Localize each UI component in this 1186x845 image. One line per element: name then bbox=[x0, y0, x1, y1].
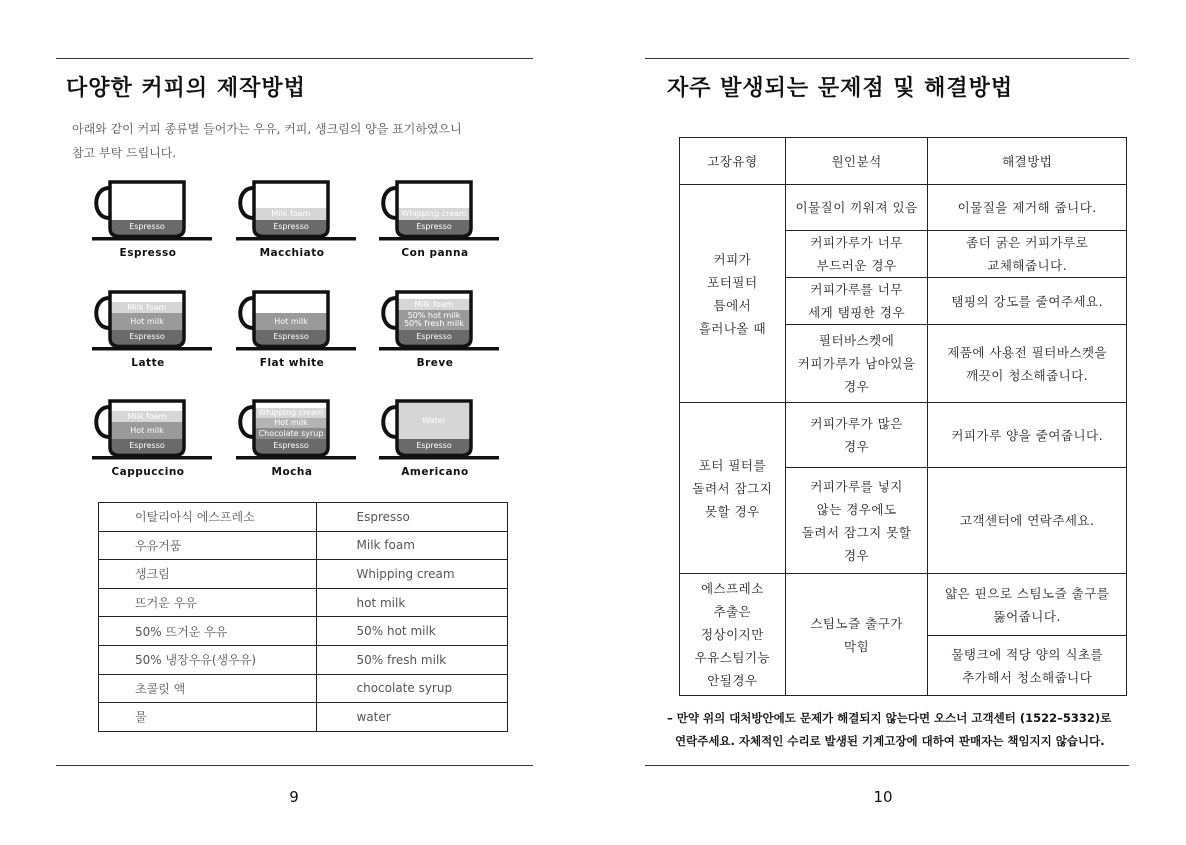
coffee-cup bbox=[92, 176, 216, 266]
cup-outline bbox=[379, 395, 503, 465]
cup-layer: Water bbox=[398, 403, 470, 439]
cup-outline bbox=[236, 176, 360, 246]
cup-name: Flat white bbox=[259, 357, 325, 369]
cup-name: Con panna bbox=[401, 247, 469, 259]
cause-cell: 스팀노즐 출구가 막힘 bbox=[785, 574, 928, 696]
coffee-cup bbox=[236, 286, 360, 376]
table-row bbox=[99, 617, 508, 646]
ingredient-korean: 물 bbox=[99, 703, 317, 732]
coffee-cup bbox=[379, 176, 503, 266]
cup-layer: Espresso bbox=[255, 439, 327, 453]
cup-outline bbox=[236, 286, 360, 356]
ingredient-english: Espresso bbox=[316, 503, 508, 532]
cup-outline bbox=[236, 395, 360, 465]
cause-cell: 필터바스켓에 커피가루가 남아있을 경우 bbox=[785, 325, 928, 403]
solution-cell: 좀더 굵은 커피가루로 교체해줍니다. bbox=[928, 231, 1127, 278]
coffee-cup bbox=[379, 395, 503, 485]
footnote-line-2: 연락주세요. 자체적인 수리로 발생된 기계고장에 대하여 판매자는 책임지지 않습니다. bbox=[675, 734, 1105, 748]
ingredient-english: hot milk bbox=[316, 588, 508, 617]
cup-layer: Espresso bbox=[111, 439, 183, 453]
intro-line-1: 아래와 같이 커피 종류별 들어가는 우유, 커피, 생크림의 양을 표기하였으니 bbox=[72, 122, 462, 136]
footnote bbox=[667, 707, 1137, 753]
ingredient-korean: 50% 뜨거운 우유 bbox=[99, 617, 317, 646]
table-row bbox=[99, 645, 508, 674]
cup-layer: Espresso bbox=[255, 330, 327, 344]
cup-layer: Espresso bbox=[398, 220, 470, 234]
coffee-cup-diagram bbox=[92, 176, 524, 482]
top-rule-left bbox=[56, 58, 533, 59]
ingredient-korean: 우유거품 bbox=[99, 531, 317, 560]
troubleshooting-table bbox=[679, 137, 1127, 696]
cup-name: Americano bbox=[401, 466, 469, 478]
cup-layer: Chocolate syrup bbox=[255, 428, 327, 439]
ingredient-table bbox=[98, 502, 508, 732]
cause-cell: 이물질이 끼워져 있음 bbox=[785, 185, 928, 231]
ingredient-english: chocolate syrup bbox=[316, 674, 508, 703]
cause-cell: 커피가루가 너무 부드러운 경우 bbox=[785, 231, 928, 278]
table-row bbox=[99, 531, 508, 560]
table-row bbox=[99, 588, 508, 617]
cup-name: Breve bbox=[416, 357, 454, 369]
cup-layer-label: 50% hot milk bbox=[407, 311, 461, 320]
page-number-right: 10 bbox=[873, 788, 893, 806]
page-title-left: 다양한 커피의 제작방법 bbox=[66, 76, 306, 101]
ingredient-korean: 이탈리아식 에스프레소 bbox=[99, 503, 317, 532]
page-title-right: 자주 발생되는 문제점 및 해결방법 bbox=[667, 76, 1014, 101]
coffee-cup bbox=[236, 176, 360, 266]
intro-line-2: 참고 부탁 드립니다. bbox=[72, 146, 177, 160]
solution-cell: 이물질을 제거해 줍니다. bbox=[928, 185, 1127, 231]
cup-name: Mocha bbox=[271, 466, 313, 478]
cup-layer: Milk foam bbox=[255, 208, 327, 220]
cup-layer: Hot milk bbox=[111, 422, 183, 439]
bottom-rule-left bbox=[56, 765, 533, 766]
table-header-row bbox=[680, 138, 1127, 185]
ingredient-english: Whipping cream bbox=[316, 560, 508, 589]
header-solution: 해결방법 bbox=[928, 138, 1127, 185]
cup-layer: Espresso bbox=[255, 220, 327, 234]
cup-layer: Hot milk bbox=[255, 418, 327, 428]
footnote-line-1: – 만약 위의 대처방안에도 문제가 해결되지 않는다면 오스너 고객센터 (1522–5332)로 bbox=[667, 711, 1112, 725]
cup-layer: Whipping cream bbox=[255, 408, 327, 418]
cup-layer: Milk foam bbox=[398, 299, 470, 310]
cause-cell: 커피가루를 너무 세게 탬핑한 경우 bbox=[785, 278, 928, 325]
top-rule-right bbox=[645, 58, 1129, 59]
solution-cell: 물탱크에 적당 양의 식초를 추가해서 청소해줍니다 bbox=[928, 636, 1127, 696]
ingredient-korean: 생크림 bbox=[99, 560, 317, 589]
cup-name: Espresso bbox=[119, 247, 177, 259]
coffee-cup bbox=[92, 286, 216, 376]
cup-layer-label: 50% fresh milk bbox=[404, 319, 464, 328]
solution-cell: 탬핑의 강도를 줄여주세요. bbox=[928, 278, 1127, 325]
cup-layer: Milk foam bbox=[111, 302, 183, 313]
ingredient-korean: 뜨거운 우유 bbox=[99, 588, 317, 617]
cup-name: Cappuccino bbox=[111, 466, 185, 478]
table-row bbox=[99, 703, 508, 732]
cup-layer: Hot milk bbox=[255, 313, 327, 330]
cup-outline bbox=[92, 176, 216, 246]
cup-layer: Espresso bbox=[111, 330, 183, 344]
header-cause: 원인분석 bbox=[785, 138, 928, 185]
cup-layer: Espresso bbox=[398, 439, 470, 453]
solution-cell: 고객센터에 연락주세요. bbox=[928, 468, 1127, 574]
solution-cell: 얇은 핀으로 스팀노즐 출구를 뚫어줍니다. bbox=[928, 574, 1127, 636]
header-type: 고장유형 bbox=[680, 138, 786, 185]
cup-layer: Espresso bbox=[398, 330, 470, 344]
ingredient-english: water bbox=[316, 703, 508, 732]
ingredient-english: 50% fresh milk bbox=[316, 645, 508, 674]
page-number-left: 9 bbox=[289, 788, 299, 806]
cup-name: Latte bbox=[131, 357, 165, 369]
cup-outline bbox=[92, 286, 216, 356]
table-row bbox=[99, 674, 508, 703]
table-row bbox=[680, 574, 1127, 636]
solution-cell: 커피가루 양을 줄여줍니다. bbox=[928, 403, 1127, 468]
cause-cell: 커피가루를 넣지 않는 경우에도 돌려서 잠그지 못할 경우 bbox=[785, 468, 928, 574]
cup-layer: Espresso bbox=[111, 220, 183, 234]
table-row bbox=[99, 560, 508, 589]
coffee-cup bbox=[236, 395, 360, 485]
coffee-cup bbox=[379, 286, 503, 376]
cup-outline bbox=[379, 176, 503, 246]
ingredient-english: Milk foam bbox=[316, 531, 508, 560]
ingredient-korean: 50% 냉장우유(생우유) bbox=[99, 645, 317, 674]
ingredient-korean: 초콜릿 액 bbox=[99, 674, 317, 703]
cup-layer: Whipping cream bbox=[398, 208, 470, 220]
intro-text bbox=[72, 117, 502, 165]
cup-layer: Hot milk bbox=[111, 313, 183, 330]
table-row bbox=[99, 503, 508, 532]
fault-type-cell: 커피가 포터필터 틈에서 흘러나올 때 bbox=[680, 185, 786, 403]
cup-outline bbox=[92, 395, 216, 465]
fault-type-cell: 에스프레소 추출은 정상이지만 우유스팀기능 안될경우 bbox=[680, 574, 786, 696]
cup-name: Macchiato bbox=[259, 247, 325, 259]
solution-cell: 제품에 사용전 필터바스켓을 깨끗이 청소해줍니다. bbox=[928, 325, 1127, 403]
table-row bbox=[680, 185, 1127, 231]
coffee-cup bbox=[92, 395, 216, 485]
cause-cell: 커피가루가 많은 경우 bbox=[785, 403, 928, 468]
cup-layer: Milk foam bbox=[111, 411, 183, 422]
ingredient-english: 50% hot milk bbox=[316, 617, 508, 646]
cup-outline bbox=[379, 286, 503, 356]
bottom-rule-right bbox=[645, 765, 1129, 766]
fault-type-cell: 포터 필터를 돌려서 잠그지 못할 경우 bbox=[680, 403, 786, 574]
table-row bbox=[680, 403, 1127, 468]
